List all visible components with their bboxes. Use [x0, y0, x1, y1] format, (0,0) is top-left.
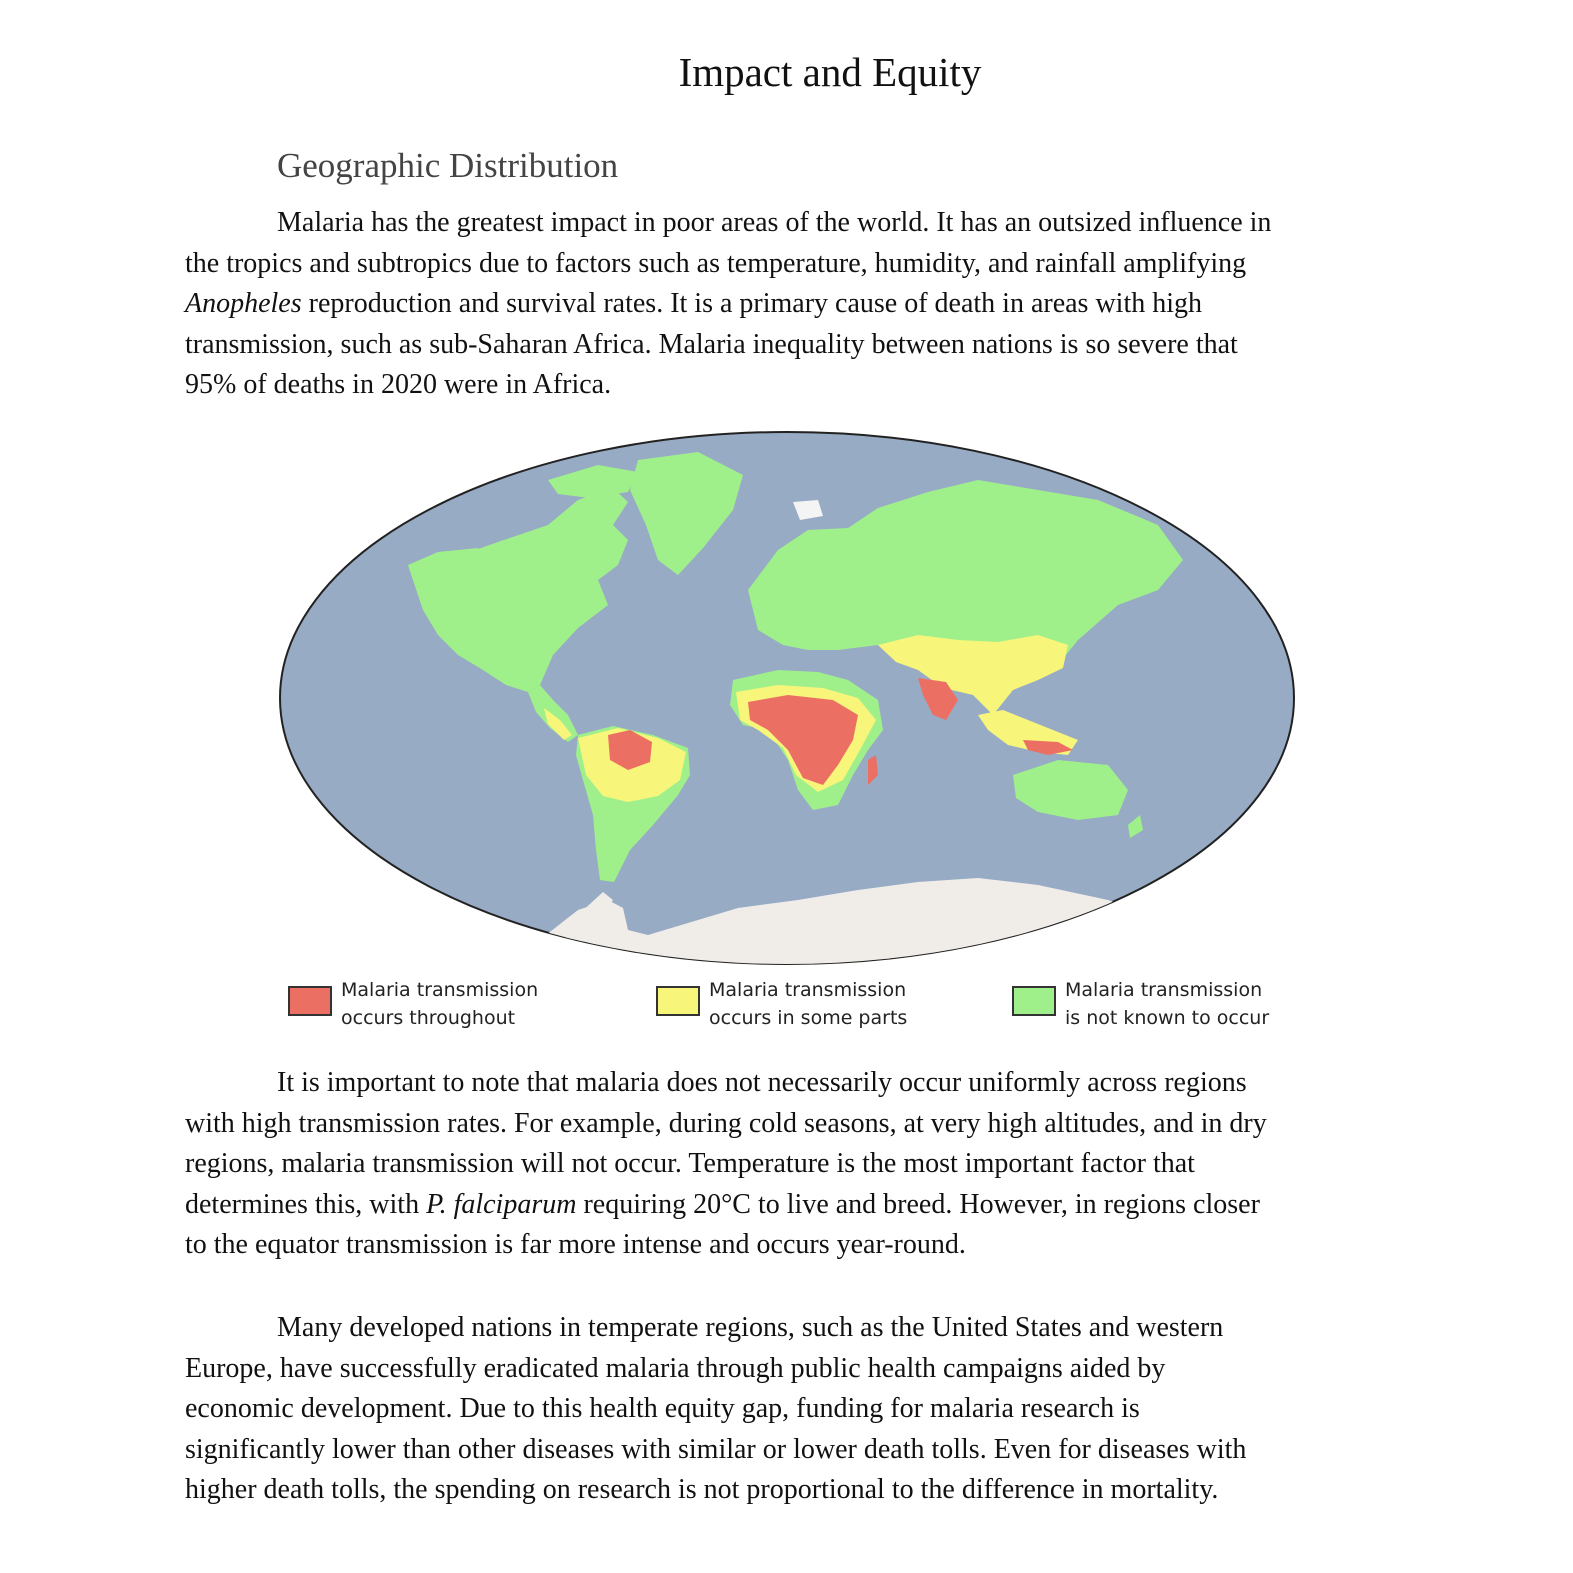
malaria-world-map: [278, 430, 1296, 970]
paragraph-line: It is important to note that malaria does not necessarily occur uniformly across regions: [277, 1067, 1247, 1098]
species-name: P. falciparum: [426, 1188, 577, 1220]
paragraph-intro: [185, 203, 1415, 406]
paragraph-line: higher death tolls, the spending on research is not proportional to the difference in mortality.: [185, 1474, 1219, 1506]
legend-label: Malaria transmission occurs in some parts: [709, 979, 908, 1029]
paragraph-line: Anopheles reproduction and survival rates. It is a primary cause of death in areas with high: [185, 288, 1203, 320]
page-title: Impact and Equity: [678, 49, 982, 95]
section-heading: Geographic Distribution: [277, 146, 619, 185]
map-legend: [288, 976, 1298, 1036]
legend-label: Malaria transmission is not known to occur: [1065, 979, 1270, 1029]
legend-swatch-red: [288, 986, 332, 1016]
paragraph-equity: [185, 1308, 1415, 1511]
paragraph-line: Many developed nations in temperate regions, such as the United States and western: [277, 1312, 1224, 1343]
paragraph-line: 95% of deaths in 2020 were in Africa.: [185, 369, 612, 401]
species-name: Anopheles: [185, 288, 302, 320]
paragraph-line: economic development. Due to this health equity gap, funding for malaria research is: [185, 1393, 1140, 1425]
paragraph-line: regions, malaria transmission will not occur. Temperature is the most important factor that: [185, 1148, 1195, 1180]
paragraph-line: transmission, such as sub-Saharan Africa. Malaria inequality between nations is so severe that: [185, 328, 1238, 360]
paragraph-line: Malaria has the greatest impact in poor areas of the world. It has an outsized influence in: [277, 207, 1272, 238]
paragraph-line: the tropics and subtropics due to factors such as temperature, humidity, and rainfall amplifying: [185, 247, 1247, 279]
paragraph-line: significantly lower than other diseases with similar or lower death tolls. Even for diseases with: [185, 1433, 1247, 1465]
paragraph-line: to the equator transmission is far more intense and occurs year-round.: [185, 1229, 966, 1261]
paragraph-line: with high transmission rates. For example, during cold seasons, at very high altitudes, and in dry: [185, 1107, 1267, 1139]
legend-swatch-green: [1012, 986, 1056, 1016]
legend-swatch-yellow: [656, 986, 700, 1016]
legend-label: Malaria transmission occurs throughout: [341, 979, 539, 1029]
paragraph-line: Europe, have successfully eradicated malaria through public health campaigns aided by: [185, 1352, 1166, 1384]
paragraph-temperature: [185, 1063, 1415, 1266]
paragraph-line: determines this, with P. falciparum requiring 20°C to live and breed. However, in regions closer: [185, 1188, 1260, 1220]
